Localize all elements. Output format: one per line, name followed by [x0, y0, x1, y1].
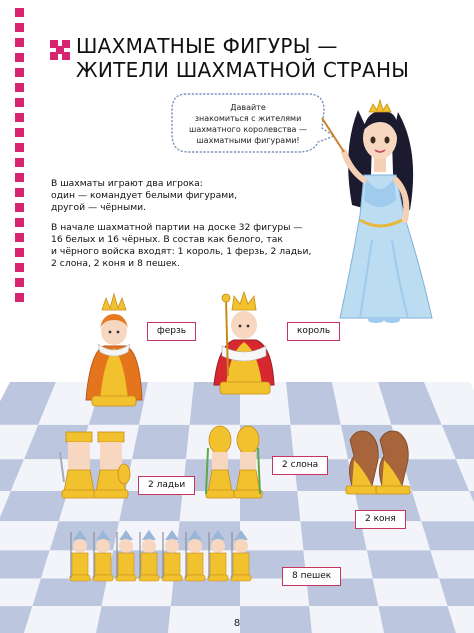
pawn-figure: [185, 530, 205, 581]
knights-illustration: [346, 431, 410, 494]
text-line: В начале шахматной партии на доске 32 фигуры —: [51, 221, 303, 233]
bubble-line: знакомиться с жителями: [194, 114, 302, 123]
bubble-line: шахматными фигурами!: [196, 136, 300, 145]
pawns-illustration: [70, 530, 251, 581]
label-rooks: 2 ладьи: [138, 476, 195, 495]
queen-piece-illustration: [86, 294, 142, 406]
bubble-line: Давайте: [230, 103, 266, 112]
pawn-figure: [93, 530, 113, 581]
princess-illustration: [322, 100, 432, 323]
rooks-illustration: [60, 432, 130, 498]
label-bishops: 2 слона: [272, 456, 328, 475]
title-line-2: ЖИТЕЛИ ШАХМАТНОЙ СТРАНЫ: [76, 58, 410, 82]
text-line: один — командует белыми фигурами,: [51, 190, 238, 202]
label-pawns: 8 пешек: [282, 567, 341, 586]
title-line-1: ШАХМАТНЫЕ ФИГУРЫ —: [76, 34, 338, 58]
pawn-figure: [139, 530, 159, 581]
king-piece-illustration: [214, 292, 274, 394]
text-line: другой — чёрными.: [51, 202, 147, 214]
bubble-line: шахматного королевства —: [189, 125, 307, 134]
text-line: 2 слона, 2 коня и 8 пешек.: [51, 258, 181, 270]
label-knights: 2 коня: [355, 510, 406, 529]
pawn-figure: [208, 530, 228, 581]
pawn-figure: [116, 530, 136, 581]
text-line: В шахматы играют два игрока:: [51, 178, 203, 189]
bishops-illustration: [206, 426, 262, 498]
label-queen: ферзь: [147, 322, 196, 341]
pawn-figure: [162, 530, 182, 581]
text-line: и чёрного войска входят: 1 король, 1 ферзь, 2 ладьи,: [51, 246, 312, 258]
text-line: 16 белых и 16 чёрных. В состав как белого, так: [51, 233, 283, 245]
page-number: 8: [233, 618, 241, 629]
pawn-figure: [70, 530, 90, 581]
label-king: король: [287, 322, 340, 341]
pawn-figure: [231, 530, 251, 581]
